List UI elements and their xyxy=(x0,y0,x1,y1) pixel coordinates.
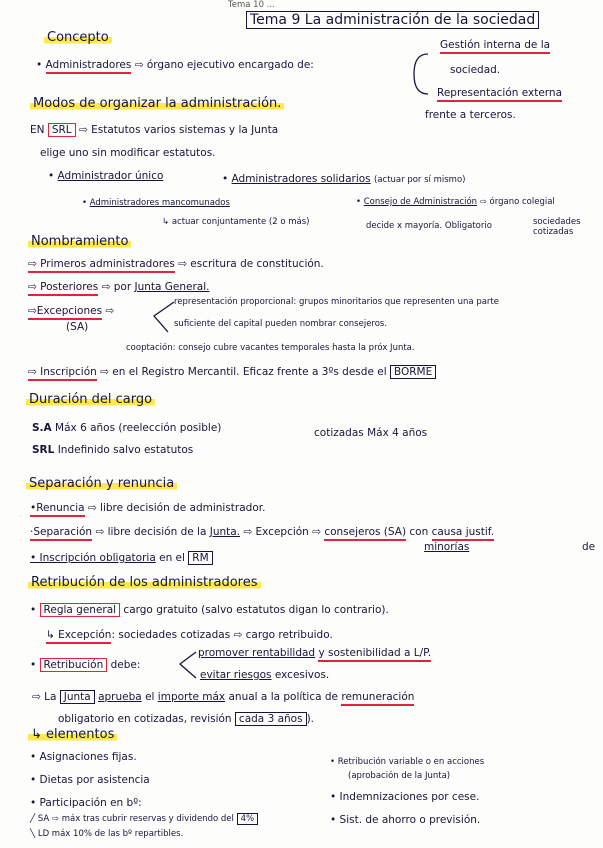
admin-unico: • Administrador único xyxy=(48,170,164,182)
duracion-srl: SRL Indefinido salvo estatutos xyxy=(32,444,194,456)
duracion-cot: cotizadas Máx 4 años xyxy=(314,427,428,439)
elem-variable-note: (aprobación de la Junta) xyxy=(348,771,451,781)
srl-line2: elige uno sin modificar estatutos. xyxy=(40,147,216,159)
nomb-inscripcion: ⇨ Inscripción ⇨ en el Registro Mercantil. Eficaz frente a 3ºs desde el BORME xyxy=(28,367,436,378)
elem-asignaciones: • Asignaciones fijas. xyxy=(30,751,137,763)
heading-duracion: Duración del cargo xyxy=(26,393,155,406)
heading-modos: Modos de organizar la administración. xyxy=(30,97,284,110)
ret-evitar: evitar riesgos excesivos. xyxy=(200,669,330,681)
top-cut-text: Tema 10 ... xyxy=(228,0,275,10)
elem-ahorro: • Sist. de ahorro o previsión. xyxy=(330,814,481,826)
elem-indemnizaciones: • Indemnizaciones por cese. xyxy=(330,791,480,803)
sep-inscripcion: • Inscripción obligatoria en el RM xyxy=(30,553,213,564)
heading-concepto: Concepto xyxy=(44,31,112,44)
consejo-line: • Consejo de Administración ⇨ órgano colegial xyxy=(356,197,555,207)
cotizadas-2: cotizadas xyxy=(533,227,574,237)
srl-line: EN SRL ⇨ Estatutos varios sistemas y la Junta xyxy=(30,124,279,136)
elem-dietas: • Dietas por asistencia xyxy=(30,774,150,786)
bracket-concepto xyxy=(410,52,430,96)
nomb-posteriores: ⇨ Posteriores ⇨ por Junta General. xyxy=(28,282,210,293)
elem-sa: ╱ SA ⇨ máx tras cubrir reservas y dividendo del 4% xyxy=(30,815,258,824)
ret-junta-line: ⇨ La Junta aprueba el importe máx anual a la política de remuneración xyxy=(32,692,414,703)
repr-line2: frente a terceros. xyxy=(425,109,516,121)
heading-retribucion: Retribución de los administradores xyxy=(28,576,261,589)
admin-solidarios: • Administradores solidarios (actuar por sí mismo) xyxy=(222,173,466,185)
heading-separacion: Separación y renuncia xyxy=(26,477,177,490)
admin-mancomunados: • Administradores mancomunados xyxy=(82,198,230,208)
sep-de: de xyxy=(582,541,596,553)
ret-regla: • Regla general cargo gratuito (salvo estatutos digan lo contrario). xyxy=(30,604,389,616)
bracket-retribucion xyxy=(176,650,198,680)
heading-elementos: ↳ elementos xyxy=(28,728,117,741)
elem-variable: • Retribución variable o en acciones xyxy=(330,757,485,767)
nomb-repr2: suficiente del capital pueden nombrar consejeros. xyxy=(174,319,388,329)
sep-minorias: minorías xyxy=(424,541,470,553)
nomb-sa: (SA) xyxy=(66,321,89,333)
elem-ld: ╲ LD máx 10% de las bº repartibles. xyxy=(30,829,184,839)
sep-renuncia: •Renuncia ⇨ libre decisión de administrador. xyxy=(30,503,265,514)
cotizadas-1: sociedades xyxy=(533,217,581,227)
nomb-coop: cooptación: consejo cubre vacantes temporales hasta la próx Junta. xyxy=(126,343,415,353)
heading-nombramiento: Nombramiento xyxy=(28,235,131,248)
ret-obligatorio: obligatorio en cotizadas, revisión cada 3 años ). xyxy=(58,713,315,725)
elem-participacion: • Participación en bº: xyxy=(30,797,142,809)
mancomunados-note: ↳ actuar conjuntamente (2 o más) xyxy=(162,217,310,227)
bracket-excepciones xyxy=(150,298,176,338)
admins-line: • Administradores ⇨ órgano ejecutivo encargado de: xyxy=(36,60,314,71)
nomb-excepciones: ⇨Excepciones ⇨ xyxy=(28,306,114,317)
consejo-line2: decide x mayoría. Obligatorio xyxy=(366,221,492,231)
sep-separacion: ·Separación ⇨ libre decisión de la Junta. ⇨ Excepción ⇨ consejeros (SA) con causa justif. xyxy=(30,527,494,538)
nomb-repr: representación proporcional: grupos minoritarios que representen una parte xyxy=(174,297,499,307)
ret-retribucion: • Retribución debe: xyxy=(30,659,141,671)
gestion-line2: sociedad. xyxy=(450,64,501,76)
duracion-sa: S.A Máx 6 años (reelección posible) xyxy=(32,422,222,434)
repr-line: Representación externa xyxy=(437,88,562,99)
ret-excepcion: ↳ Excepción: sociedades cotizadas ⇨ cargo retribuido. xyxy=(46,630,333,641)
page-title: Tema 9 La administración de la sociedad xyxy=(246,13,539,27)
gestion-line: Gestión interna de la xyxy=(440,40,550,51)
ret-promover: promover rentabilidad y sostenibilidad a L/P. xyxy=(198,648,431,659)
nomb-primeros: ⇨ Primeros administradores ⇨ escritura de constitución. xyxy=(28,259,324,270)
